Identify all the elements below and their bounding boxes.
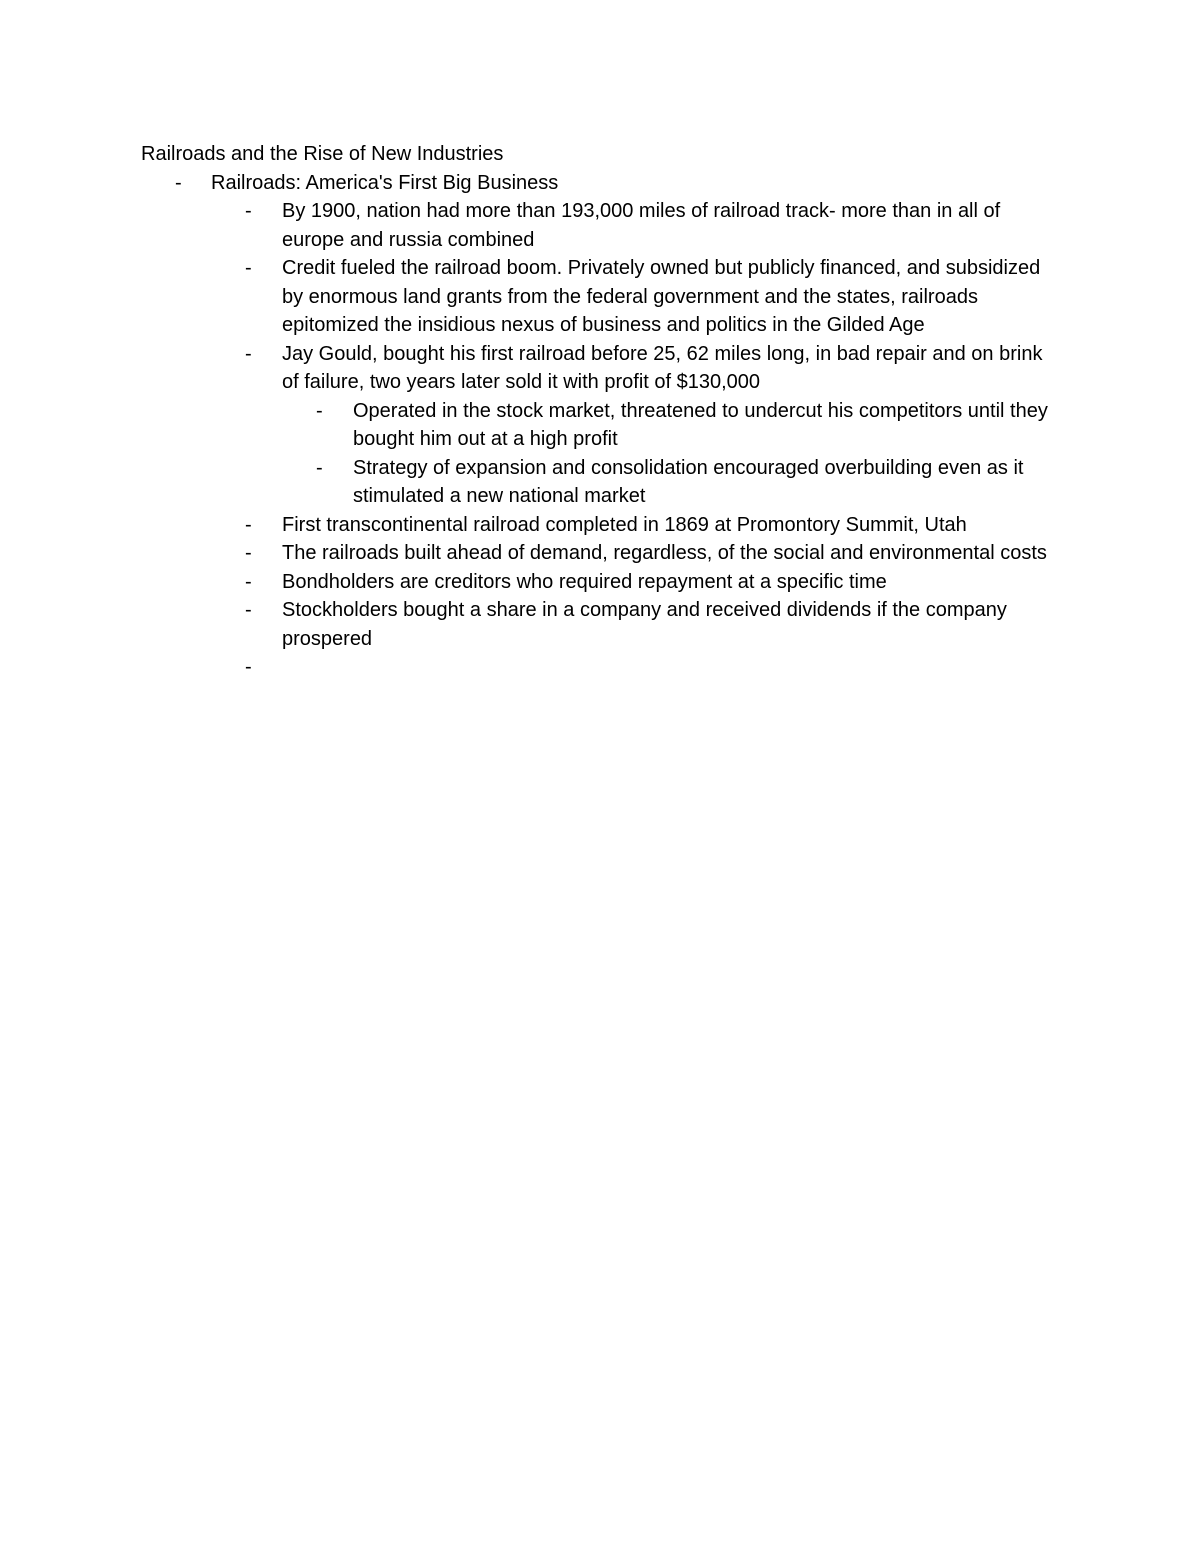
dash-bullet: -: [316, 399, 323, 422]
list-item: [141, 568, 1071, 597]
list-item-text: Stockholders bought a share in a company and received dividends if the company prospered: [282, 599, 1007, 650]
dash-bullet: -: [245, 570, 252, 593]
outline-level-3: [141, 397, 1071, 511]
list-item-text: By 1900, nation had more than 193,000 miles of railroad track- more than in all of europe and russia combined: [282, 200, 1001, 251]
list-item: [141, 539, 1071, 568]
outline-level-1: [141, 169, 1071, 198]
list-item-text: The railroads built ahead of demand, regardless, of the social and environmental costs: [282, 542, 1047, 564]
dash-bullet: -: [175, 171, 182, 194]
list-item: [141, 197, 1071, 254]
sub-list-item: [141, 454, 1071, 511]
list-item-text: Credit fueled the railroad boom. Privately owned but publicly financed, and subsidized by enormous land grants from the federal government and the states, railroads epitomized the insidious nexus of business and politics in the Gilded Age: [282, 257, 1041, 336]
list-item: [141, 254, 1071, 340]
dash-bullet: -: [245, 599, 252, 621]
sub-list-item-text: Operated in the stock market, threatened to undercut his competitors until they bought him out at a high profit: [353, 399, 1048, 450]
document-body: [141, 140, 1071, 682]
dash-bullet: -: [316, 456, 323, 479]
list-item-text: Bondholders are creditors who required repayment at a specific time: [282, 570, 887, 593]
dash-bullet: -: [245, 513, 252, 536]
outline-level-2-continued: [141, 511, 1071, 682]
dash-bullet: -: [245, 656, 252, 678]
list-item-text: First transcontinental railroad completed in 1869 at Promontory Summit, Utah: [282, 513, 967, 536]
section-heading: Railroads: America's First Big Business: [211, 171, 559, 194]
section-heading-item: [141, 169, 1071, 198]
empty-list-item: [141, 653, 1071, 682]
dash-bullet: -: [245, 342, 252, 365]
list-item: [141, 596, 1071, 653]
list-item: [141, 511, 1071, 540]
list-item: [141, 340, 1071, 397]
list-item-text: Jay Gould, bought his first railroad before 25, 62 miles long, in bad repair and on brink of failure, two years later sold it with profit of $130,000: [282, 342, 1043, 393]
outline-level-2: [141, 197, 1071, 397]
sub-list-item-text: Strategy of expansion and consolidation encouraged overbuilding even as it stimulated a new national market: [353, 456, 1024, 507]
list-item-text: [282, 653, 1062, 682]
dash-bullet: -: [245, 200, 252, 222]
sub-list-item: [141, 397, 1071, 454]
dash-bullet: -: [245, 257, 252, 279]
document-title: Railroads and the Rise of New Industries: [141, 143, 504, 165]
dash-bullet: -: [245, 542, 252, 564]
